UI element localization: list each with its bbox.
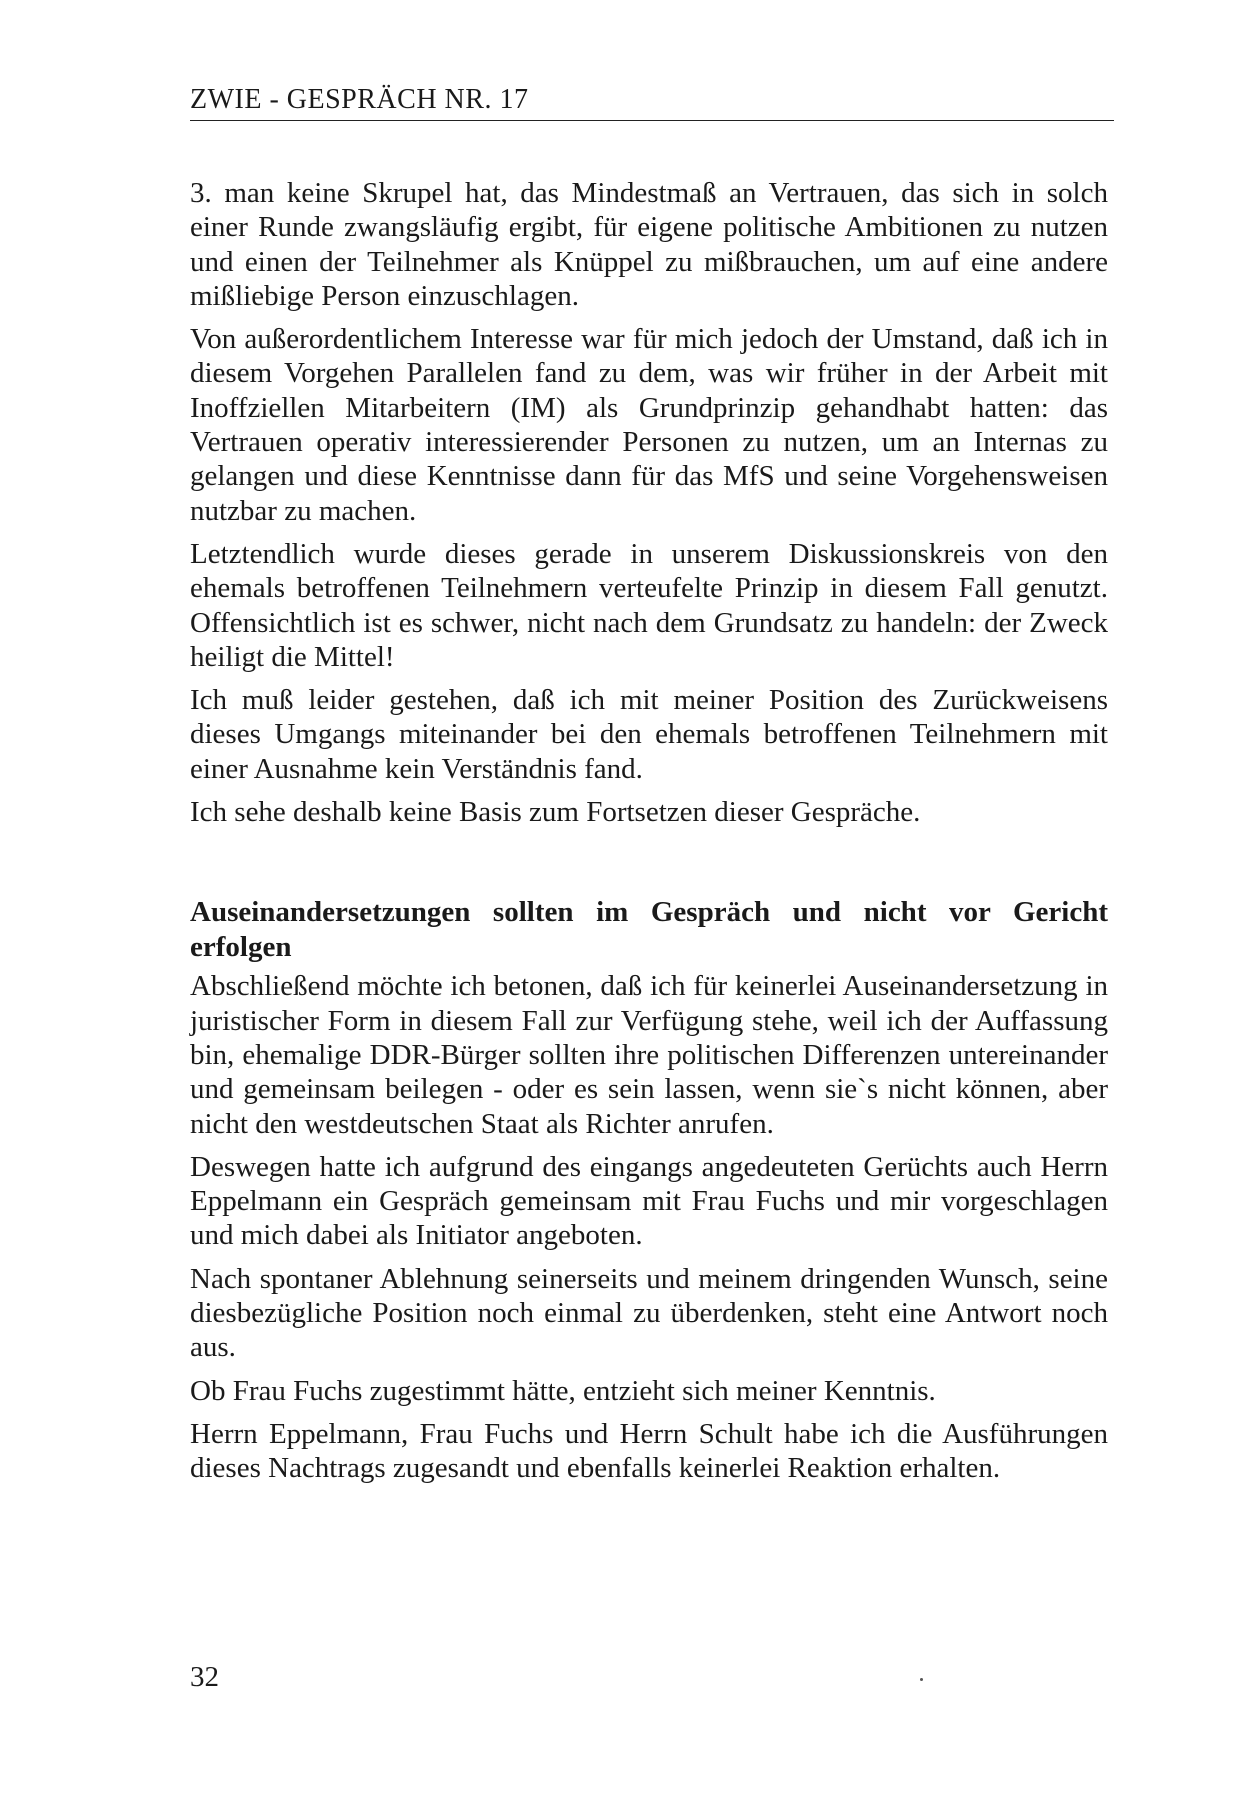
paragraph-item-3: 3. man keine Skrupel hat, das Mindestmaß an Vertrauen, das sich in solch einer Runde zwangsläufig ergibt, für eigene politische Ambitionen zu nutzen und einen der Teilnehmer als Knüppel zu mißbrauchen, um auf eine andere mißliebige Person einzuschlagen. (190, 177, 1108, 312)
section-spacer (190, 838, 1108, 895)
paragraph-no-reaction: Herrn Eppelmann, Frau Fuchs und Herrn Schult habe ich die Ausführungen dieses Nachtrags zugesandt und ebenfalls keinerlei Reaktion erhalten. (190, 1417, 1108, 1485)
running-header: ZWIE - GESPRÄCH NR. 17 (190, 86, 1114, 121)
paragraph-no-basis: Ich sehe deshalb keine Basis zum Fortsetzen dieser Gespräche. (190, 796, 921, 829)
section-heading: Auseinandersetzungen sollten im Gespräch und nicht vor Gericht erfolgen (190, 896, 1108, 964)
paragraph-proposed-talk: Deswegen hatte ich aufgrund des eingangs angedeuteten Gerüchts auch Herrn Eppelmann ein Gespräch gemeinsam mit Frau Fuchs und mir vorgeschlagen und mich dabei als Initiator angeboten. (190, 1150, 1108, 1252)
paragraph-im-parallels: Von außerordentlichem Interesse war für mich jedoch der Umstand, daß ich in diesem Vorgehen Parallelen fand zu dem, was wir früher in der Arbeit mit Inoffziellen Mitarbeitern (IM) als Grundprinzip gehandhabt hatten: das Vertrauen operativ interessierender Personen zu nutzen, um an Internas zu gelangen und diese Kenntnisse dann für das MfS und seine Vorgehensweisen nutzbar zu machen. (190, 323, 1108, 527)
body-text (190, 176, 1108, 1495)
paragraph-no-understanding: Ich muß leider gestehen, daß ich mit meiner Position des Zurückweisens dieses Umgangs miteinander bei den ehemals betroffenen Teilnehmern mit einer Ausnahme kein Verständnis fand. (190, 684, 1108, 785)
scan-speck (920, 1678, 923, 1681)
page-number: 32 (190, 1661, 219, 1693)
paragraph-answer-pending: Nach spontaner Ablehnung seinerseits und meinem dringenden Wunsch, seine diesbezügliche Position noch einmal zu überdenken, steht eine Antwort noch aus. (190, 1262, 1108, 1364)
paragraph-principle-used: Letztendlich wurde dieses gerade in unserem Diskussionskreis von den ehemals betroffenen Teilnehmern verteufelte Prinzip in diesem Fall genutzt. Offensichtlich ist es schwer, nicht nach dem Grundsatz zu handeln: der Zweck heiligt die Mittel! (190, 537, 1108, 673)
paragraph-fuchs-unknown: Ob Frau Fuchs zugestimmt hätte, entzieht sich meiner Kenntnis. (190, 1374, 936, 1407)
paragraph-no-court: Abschließend möchte ich betonen, daß ich für keinerlei Auseinandersetzung in juristischer Form in diesem Fall zur Verfügung stehe, weil ich der Auffassung bin, ehemalige DDR-Bürger sollten ihre politischen Differenzen untereinander und gemeinsam beilegen - oder es sein lassen, wenn sie`s nicht können, aber nicht den westdeutschen Staat als Richter anrufen. (190, 970, 1108, 1140)
